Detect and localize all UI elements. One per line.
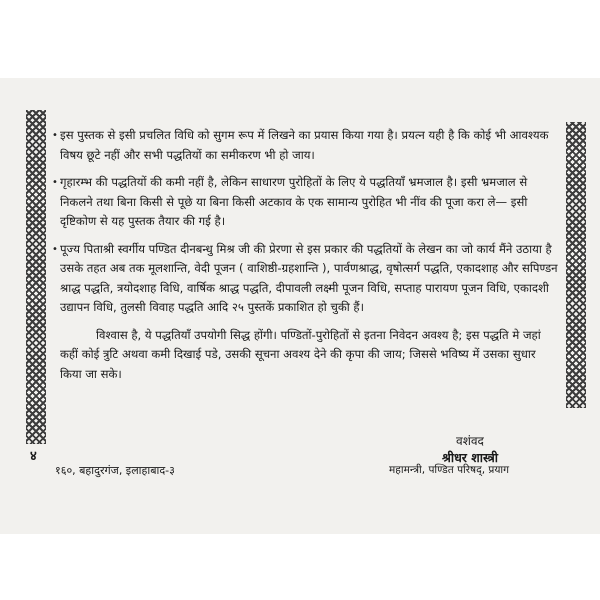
body-text [52, 126, 560, 392]
bullet-icon: • [52, 177, 58, 188]
signature-designation: महामन्त्री, पण्डित परिषद्, प्रयाग [389, 464, 510, 476]
page-number: ४ [30, 449, 37, 464]
signature-block [400, 432, 540, 466]
left-decorative-border [26, 110, 46, 444]
bullet-icon: • [52, 243, 58, 255]
paragraph-3: • पूज्य पिताश्री स्वर्गीय पण्डित दीनबन्धु मिश्र जी की प्रेरणा से इस प्रकार की पद्धतियों के लेखन का जो कार्य मैंने उठाया है उसके तहत अब तक मूलशान्ति, वेदी पूजन ( वाशिष्ठी-ग्रहशान्ति ), पार्वणश्राद्ध, वृषोत्सर्ग पद्धति, एकादशाह और सपिण्डन श्राद्ध पद्धति, त्रयोदशाह विधि, वार्षिक श्राद्ध पद्धति, दीपावली लक्ष्मी पूजन विधि, सप्ताह पारायण पूजन विधि, एकादशी उद्यापन विधि, तुलसी विवाह पद्धति आदि २५ पुस्तकें प्रकाशित हो चुकी हैं। [52, 241, 558, 314]
paragraph-4: विश्वास है, ये पद्धतियाँ उपयोगी सिद्ध होंगी। पण्डितों-पुरोहितों से इतना निवेदन अवश्य है; इस पद्धति मे जहां कहीं कोई त्रुटि अथवा कमी दिखाई पडे, उसकी सूचना अवश्य देने की कृपा की जाय; जिससे भविष्य में उसका सुधार किया जा सके। [60, 327, 541, 381]
right-decorative-border [566, 122, 586, 408]
signature-name: श्रीधर शास्त्री [442, 450, 498, 465]
address-line: १६०, बहादुरगंज, इलाहाबाद-३ [55, 464, 175, 477]
signature-closing: वशंवद [456, 434, 484, 448]
paragraph-2: • गृहारम्भ की पद्धतियों की कमी नहीं है, लेकिन साधारण पुरोहितों के लिए ये पद्धतियाँ भ्रमजाल है। इसी भ्रमजाल से निकलने तथा बिना किसी से पूछे या बिना किसी अटकाव के एक सामान्य पुरोहित भी नींव की पूजा करा ले— इसी दृष्टिकोण से यह पुस्तक तैयार की गई है। [52, 175, 528, 228]
paragraph-1: • इस पुस्तक से इसी प्रचलित विधि को सुगम रूप में लिखने का प्रयास किया गया है। प्रयत्न यही है कि कोई भी आवश्यक विषय छूटे नहीं और सभी पद्धतियों का समीकरण भी हो जाय। [52, 128, 549, 162]
bullet-icon: • [52, 130, 58, 141]
